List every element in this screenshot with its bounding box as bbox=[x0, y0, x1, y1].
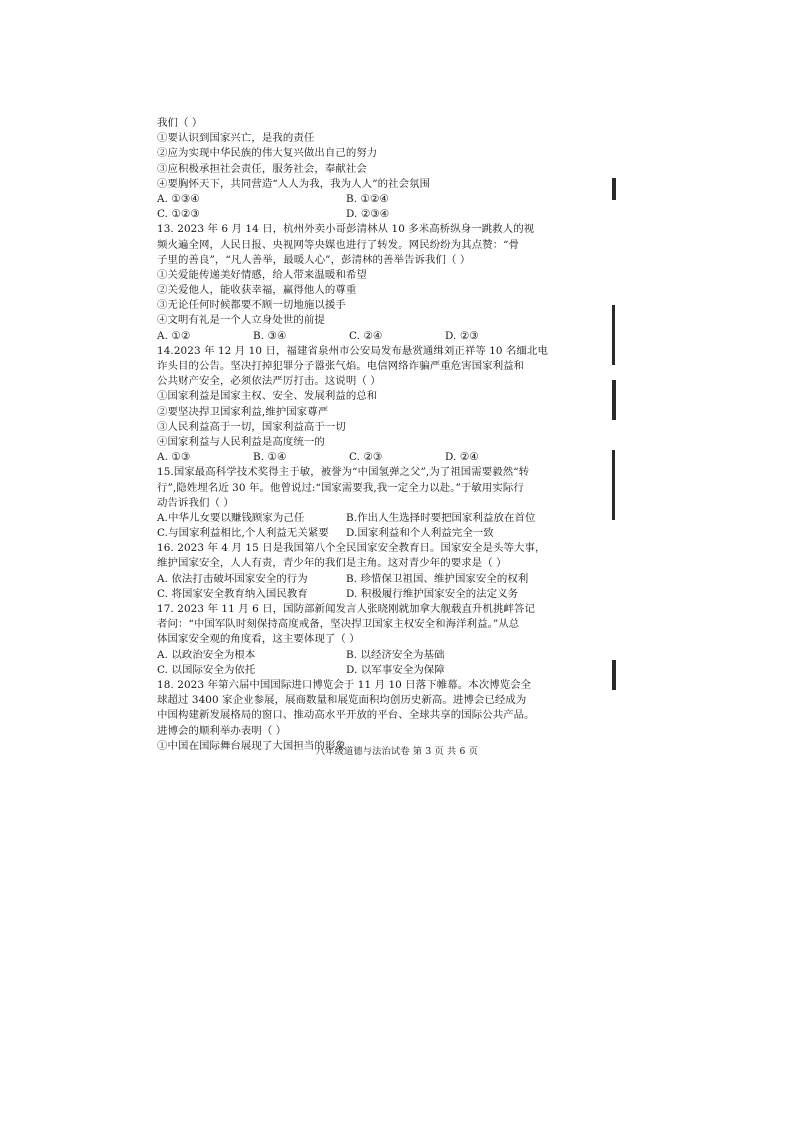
answer-options-row bbox=[157, 663, 607, 678]
answer-option: A. 依法打击破坏国家安全的行为 bbox=[157, 572, 308, 585]
text-line: 进博会的顺利举办表明（ ） bbox=[157, 724, 287, 737]
text-line: 13. 2023 年 6 月 14 日，杭州外卖小哥彭清林从 10 多米高桥纵身一跳救人的视 bbox=[157, 223, 535, 236]
exam-page-body bbox=[157, 116, 607, 754]
text-line: 公共财产安全，必须依法严厉打击。这说明（ ） bbox=[157, 375, 381, 388]
answer-options-row bbox=[157, 207, 607, 222]
text-line: 维护国家安全，人人有责，青少年的我们是主角。这对青少年的要求是（ ） bbox=[157, 557, 507, 570]
answer-options-row bbox=[157, 511, 607, 526]
text-line: ①国家利益是国家主权、安全、发展利益的总和 bbox=[157, 390, 378, 403]
text-line: ②关爱他人，能收获幸福，赢得他人的尊重 bbox=[157, 284, 357, 297]
answer-options-row bbox=[157, 648, 607, 663]
answer-option: C. ①②③ bbox=[157, 208, 200, 221]
answer-options-row bbox=[157, 192, 607, 207]
text-line: 动告诉我们（ ） bbox=[157, 496, 234, 509]
text-line: 中国构建新发展格局的窗口、推动高水平开放的平台、全球共享的国际公共产品。 bbox=[157, 709, 535, 722]
text-line: ①关爱能传递美好情感，给人带来温暖和希望 bbox=[157, 268, 367, 281]
answer-option: D. 以军事安全为保障 bbox=[346, 663, 445, 676]
text-line: 15.国家最高科学技术奖得主于敏，被誉为“中国氢弹之父”,为了祖国需要毅然“转 bbox=[157, 466, 530, 479]
text-line: 体国家安全观的角度看，这主要体现了（ ） bbox=[157, 633, 360, 646]
text-line: ③无论任何时候都要不顾一切地施以援手 bbox=[157, 299, 346, 312]
text-line: ②要坚决捍卫国家利益,维护国家尊严 bbox=[157, 405, 329, 418]
text-line: ③人民利益高于一切，国家利益高于一切 bbox=[157, 420, 346, 433]
answer-option: A.中华儿女要以赚钱顾家为己任 bbox=[157, 511, 305, 524]
answer-option: B. 以经济安全为基础 bbox=[346, 648, 445, 661]
answer-option: C. 以国际安全为依托 bbox=[157, 663, 256, 676]
answer-options-row bbox=[157, 526, 607, 541]
answer-option: D. 积极履行维护国家安全的法定义务 bbox=[346, 587, 519, 600]
page-footer: 八年级道德与法治试卷 第 3 页 共 6 页 bbox=[315, 746, 479, 757]
text-line: ①中国在国际舞台展现了大国担当的形象 bbox=[157, 739, 346, 752]
text-line: 16. 2023 年 4 月 15 日是我国第八个全民国家安全教育日。国家安全是头等大事， bbox=[157, 542, 546, 555]
answer-option: D. ②③ bbox=[445, 329, 479, 342]
text-line: 者问：“中国军队时刻保持高度戒备，坚决捍卫国家主权安全和海洋利益。”从总 bbox=[157, 618, 520, 631]
answer-option: A. 以政治安全为根本 bbox=[157, 648, 256, 661]
answer-option: D. ②④ bbox=[445, 451, 479, 464]
answer-option: A. ①② bbox=[157, 329, 191, 342]
scan-edge-marks bbox=[612, 60, 622, 760]
text-line: 18. 2023 年第六届中国国际进口博览会于 11 月 10 日落下帷幕。本次博览会全 bbox=[157, 678, 532, 691]
text-line: 诈头目的公告。坚决打掉犯罪分子嚣张气焰。电信网络诈骗严重危害国家利益和 bbox=[157, 360, 525, 372]
answer-options-row bbox=[157, 329, 607, 344]
answer-option: B.作出人生选择时要把国家利益放在首位 bbox=[346, 511, 536, 524]
answer-option: C. 将国家安全教育纳入国民教育 bbox=[157, 587, 308, 600]
text-line: 我们（ ） bbox=[157, 117, 203, 129]
text-line: ③应积极承担社会责任，服务社会，奉献社会 bbox=[157, 162, 367, 175]
answer-option: B. ③④ bbox=[253, 329, 287, 342]
text-line: ②应为实现中华民族的伟大复兴做出自己的努力 bbox=[157, 147, 378, 160]
text-line: ④国家利益与人民利益是高度统一的 bbox=[157, 435, 325, 448]
text-line: 17. 2023 年 11 月 6 日，国防部新闻发言人张晓刚就加拿大舰载直升机挑衅答记 bbox=[157, 603, 535, 615]
text-line: 频火遍全网，人民日报、央视网等央媒也进行了转发。网民纷纷为其点赞：“骨 bbox=[157, 238, 520, 251]
answer-option: C.与国家利益相比,个人利益无关紧要 bbox=[157, 527, 329, 540]
answer-option: A. ①③ bbox=[157, 451, 191, 464]
answer-option: C. ②④ bbox=[349, 329, 383, 342]
text-line: ④文明有礼是一个人立身处世的前提 bbox=[157, 314, 325, 327]
answer-option: A. ①③④ bbox=[157, 192, 200, 205]
text-line: ④要胸怀天下，共同营造“人人为我，我为人人”的社会氛围 bbox=[157, 177, 431, 190]
answer-options-row bbox=[157, 450, 607, 465]
answer-option: B. 珍惜保卫祖国、维护国家安全的权利 bbox=[346, 572, 529, 585]
text-line: ①要认识到国家兴亡，是我的责任 bbox=[157, 132, 315, 145]
answer-option: B. ①④ bbox=[253, 451, 287, 464]
answer-options-row bbox=[157, 587, 607, 602]
text-line: 球超过 3400 家企业参展，展商数量和展览面积均创历史新高。进博会已经成为 bbox=[157, 694, 527, 707]
answer-option: C. ②③ bbox=[349, 451, 383, 464]
text-line: 14.2023 年 12 月 10 日，福建省泉州市公安局发布悬赏通缉刘正祥等 10 名缅北电 bbox=[157, 344, 548, 357]
answer-option: B. ①②④ bbox=[346, 192, 389, 205]
answer-options-row bbox=[157, 572, 607, 587]
text-line: 子里的善良”，“凡人善举，最暖人心”，彭清林的善举告诉我们（ ） bbox=[157, 253, 471, 266]
answer-option: D.国家利益和个人利益完全一致 bbox=[346, 527, 494, 540]
text-line: 行”,隐姓埋名近 30 年。他曾说过:“国家需要我,我一定全力以赴。”于敏用实际行 bbox=[157, 481, 524, 494]
answer-option: D. ②③④ bbox=[346, 208, 390, 221]
